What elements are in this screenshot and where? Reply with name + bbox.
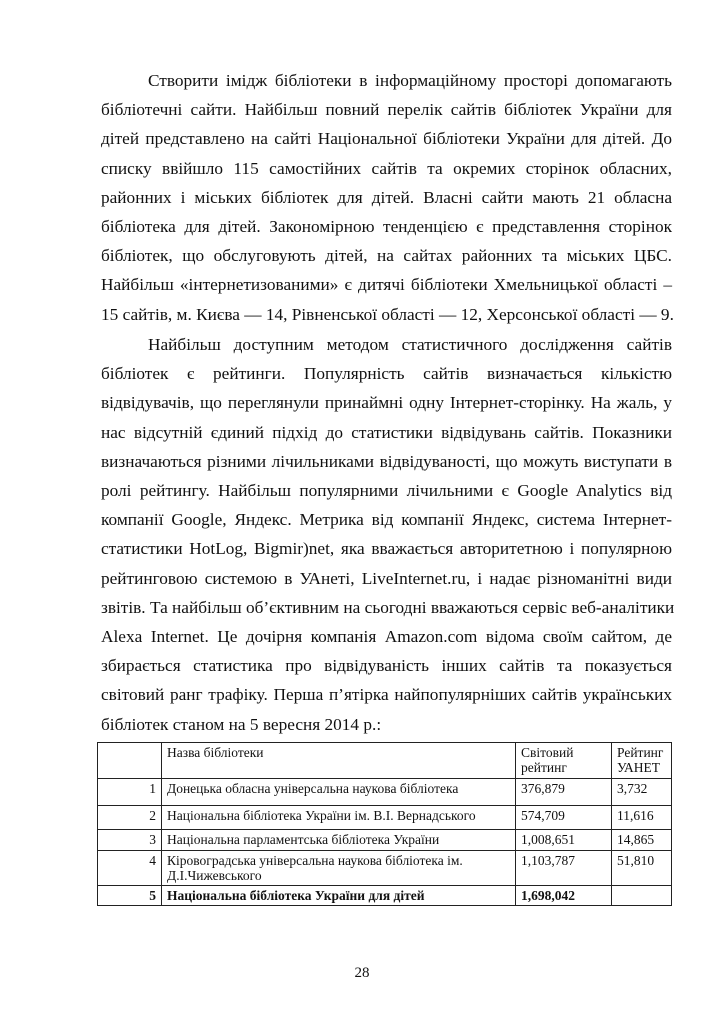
text-line: Найбільш «інтернетизованими» є дитячі бібліотеки Хмельницької області – <box>101 275 672 295</box>
world-rating: 1,103,787 <box>516 851 612 886</box>
row-number: 1 <box>98 779 162 806</box>
header-number <box>98 743 162 779</box>
text-line: бібліотек станом на 5 вересня 2014 р.: <box>101 714 382 734</box>
text-line: списку ввійшло 115 самостійних сайтів та окремих сторінок обласних, <box>101 158 672 178</box>
table-row <box>98 851 672 886</box>
text-line: бібліотек є рейтинги. Популярність сайтів визначається кількістю <box>101 364 672 384</box>
text-line: бібліотек, що обслуговують дітей, на сайтах районних та міських ЦБС. <box>101 246 672 266</box>
world-rating: 1,008,651 <box>516 830 612 851</box>
row-number: 4 <box>98 851 162 886</box>
text-line: нас відсутній єдиний підхід до статистики відвідувань сайтів. Показники <box>101 422 672 442</box>
uanet-rating: 51,810 <box>612 851 672 886</box>
row-number: 2 <box>98 806 162 830</box>
library-name: Національна парламентська бібліотека України <box>162 830 516 851</box>
text-line: 15 сайтів, м. Києва — 14, Рівненської області — 12, Херсонської області — 9. <box>101 304 674 324</box>
uanet-rating: 11,616 <box>612 806 672 830</box>
text-line: відвідувачів, що переглянули принаймні одну Інтернет-сторінку. На жаль, у <box>101 393 672 413</box>
library-name: Національна бібліотека України для дітей <box>162 886 516 906</box>
paragraph-site-ratings <box>101 330 675 739</box>
text-line: Найбільш доступним методом статистичного дослідження сайтів <box>148 335 672 354</box>
library-name: Національна бібліотека України ім. В.І. Вернадського <box>162 806 516 830</box>
header-uanet-rating: Рейтинг УАНЕТ <box>612 743 672 779</box>
library-ranking-table <box>97 742 672 906</box>
table-row <box>98 830 672 851</box>
paragraph-library-websites <box>101 66 672 329</box>
text-line: звітів. Та найбільш об’єктивним на сьогодні вважаються сервіс веб-аналітики <box>101 597 675 617</box>
text-line: світовий ранг трафіку. Перша п’ятірка найпопулярніших сайтів українських <box>101 685 672 705</box>
text-line: Alexa Internet. Це дочірня компанія Amazon.com відома своїм сайтом, де <box>101 627 672 647</box>
text-line: рейтинговою системою в УАнеті, LiveInternet.ru, і надає різноманітні види <box>101 568 672 588</box>
uanet-rating <box>612 886 672 906</box>
header-world-rating: Світовий рейтинг <box>516 743 612 779</box>
text-line: статистики HotLog, Bigmir)net, яка вважається авторитетною і популярною <box>101 539 672 559</box>
page-number: 28 <box>354 965 370 981</box>
world-rating: 1,698,042 <box>516 886 612 906</box>
text-line: компанії Google, Яндекс. Метрика від компанії Яндекс, система Інтернет- <box>101 510 672 530</box>
library-name: Донецька обласна універсальна наукова бібліотека <box>162 779 516 806</box>
text-line: бібліотечні сайти. Найбільш повний перелік сайтів бібліотек України для <box>101 100 672 120</box>
text-line: районних і міських бібліотек для дітей. Власні сайти мають 21 обласна <box>101 187 672 207</box>
library-name: Кіровоградська універсальна наукова бібліотека ім. Д.І.Чижевського <box>162 851 516 886</box>
text-line: бібліотека для дітей. Закономірною тенденцією є представлення сторінок <box>101 217 672 237</box>
text-line: дітей представлено на сайті Національної бібліотеки України для дітей. До <box>101 129 672 149</box>
world-rating: 376,879 <box>516 779 612 806</box>
world-rating: 574,709 <box>516 806 612 830</box>
text-line: визначаються різними лічильниками відвідуваності, що можуть виступати в <box>101 451 672 471</box>
table-header-row <box>98 743 672 779</box>
table-row <box>98 779 672 806</box>
table-row-highlighted <box>98 886 672 906</box>
row-number: 5 <box>98 886 162 906</box>
row-number: 3 <box>98 830 162 851</box>
uanet-rating: 3,732 <box>612 779 672 806</box>
text-line: збирається статистика про відвідуваність інших сайтів та показується <box>101 656 672 676</box>
text-line: ролі рейтингу. Найбільш популярними лічильними є Google Analytics від <box>101 481 672 501</box>
uanet-rating: 14,865 <box>612 830 672 851</box>
text-line: Створити імідж бібліотеки в інформаційному просторі допомагають <box>148 71 672 90</box>
header-library-name: Назва бібліотеки <box>162 743 516 779</box>
table-row <box>98 806 672 830</box>
